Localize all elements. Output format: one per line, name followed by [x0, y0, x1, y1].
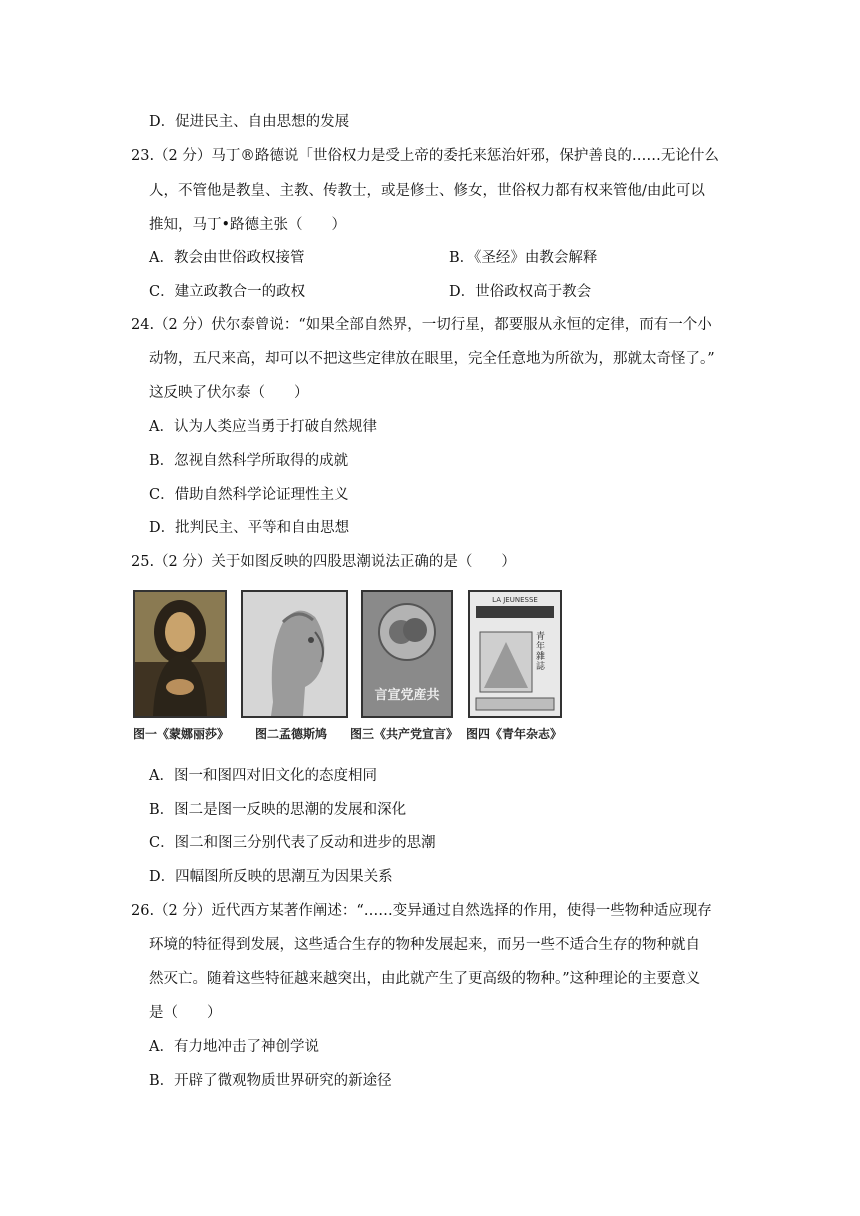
q26-stem-line2: 环境的特征得到发展，这些适合生存的物种发展起来，而另一些不适合生存的物种就自 — [149, 937, 700, 953]
q24-stem-line2: 动物，五尺来高，却可以不把这些定律放在眼里，完全任意地为所欲为，那就太奇怪了。” — [149, 351, 715, 367]
fig4-side-title: 青年雜誌 — [536, 632, 546, 672]
caption-figure-4: 图四《青年杂志》 — [466, 727, 563, 741]
q23-option-d: D．世俗政权高于教会 — [449, 284, 592, 300]
figure-new-youth — [468, 590, 562, 718]
q26-option-b: B．开辟了微观物质世界研究的新途径 — [149, 1073, 392, 1089]
caption-figure-3: 图三《共产党宣言》 — [350, 727, 459, 741]
q25-option-a: A．图一和图四对旧文化的态度相同 — [149, 768, 377, 784]
caption-figure-2: 图二孟德斯鸠 — [255, 727, 328, 741]
q23-option-c: C．建立政教合一的政权 — [149, 284, 306, 300]
q25-option-d: D．四幅图所反映的思潮互为因果关系 — [149, 869, 393, 885]
q24-option-b: B．忽视自然科学所取得的成就 — [149, 453, 349, 469]
q23-stem-line3: 推知，马丁•路德主张（ ） — [149, 217, 347, 233]
fig3-cover-title: 言宣党産共 — [374, 688, 440, 703]
q24-stem-line1: 24.（2 分）伏尔泰曾说：“如果全部自然界，一切行星，都要服从永恒的定律，而有一个小 — [131, 317, 712, 333]
q22-option-d: D．促进民主、自由思想的发展 — [149, 114, 350, 130]
q23-option-b: B．《圣经》由教会解释 — [449, 250, 598, 266]
q24-option-c: C．借助自然科学论证理性主义 — [149, 487, 349, 503]
fig4-header: LA JEUNESSE — [492, 596, 538, 604]
figure-communist-manifesto — [361, 590, 453, 718]
q24-option-d: D．批判民主、平等和自由思想 — [149, 520, 350, 536]
q23-option-a: A．教会由世俗政权接管 — [149, 250, 305, 266]
caption-figure-1: 图一《蒙娜丽莎》 — [133, 727, 230, 741]
q25-option-b: B．图二是图一反映的思潮的发展和深化 — [149, 802, 407, 818]
q26-option-a: A．有力地冲击了神创学说 — [149, 1039, 319, 1055]
figure-mona-lisa — [133, 590, 227, 718]
q24-option-a: A．认为人类应当勇于打破自然规律 — [149, 419, 377, 435]
q26-stem-line4: 是（ ） — [149, 1005, 222, 1021]
q24-stem-line3: 这反映了伏尔泰（ ） — [149, 385, 309, 401]
q23-stem-line2: 人，不管他是教皇、主教、传教士，或是修士、修女，世俗权力都有权来管他/由此可以 — [149, 183, 705, 199]
q25-stem: 25.（2 分）关于如图反映的四股思潮说法正确的是（ ） — [131, 554, 516, 570]
q25-option-c: C．图二和图三分别代表了反动和进步的思潮 — [149, 835, 436, 851]
q26-stem-line3: 然灭亡。随着这些特征越来越突出，由此就产生了更高级的物种。”这种理论的主要意义 — [149, 971, 701, 987]
q23-stem-line1: 23.（2 分）马丁®路德说「世俗权力是受上帝的委托来惩治奸邪，保护善良的……无论什么 — [131, 148, 719, 164]
figure-montesquieu — [241, 590, 348, 718]
q26-stem-line1: 26.（2 分）近代西方某著作阐述：“……变异通过自然选择的作用，使得一些物种适应现存 — [131, 903, 712, 919]
